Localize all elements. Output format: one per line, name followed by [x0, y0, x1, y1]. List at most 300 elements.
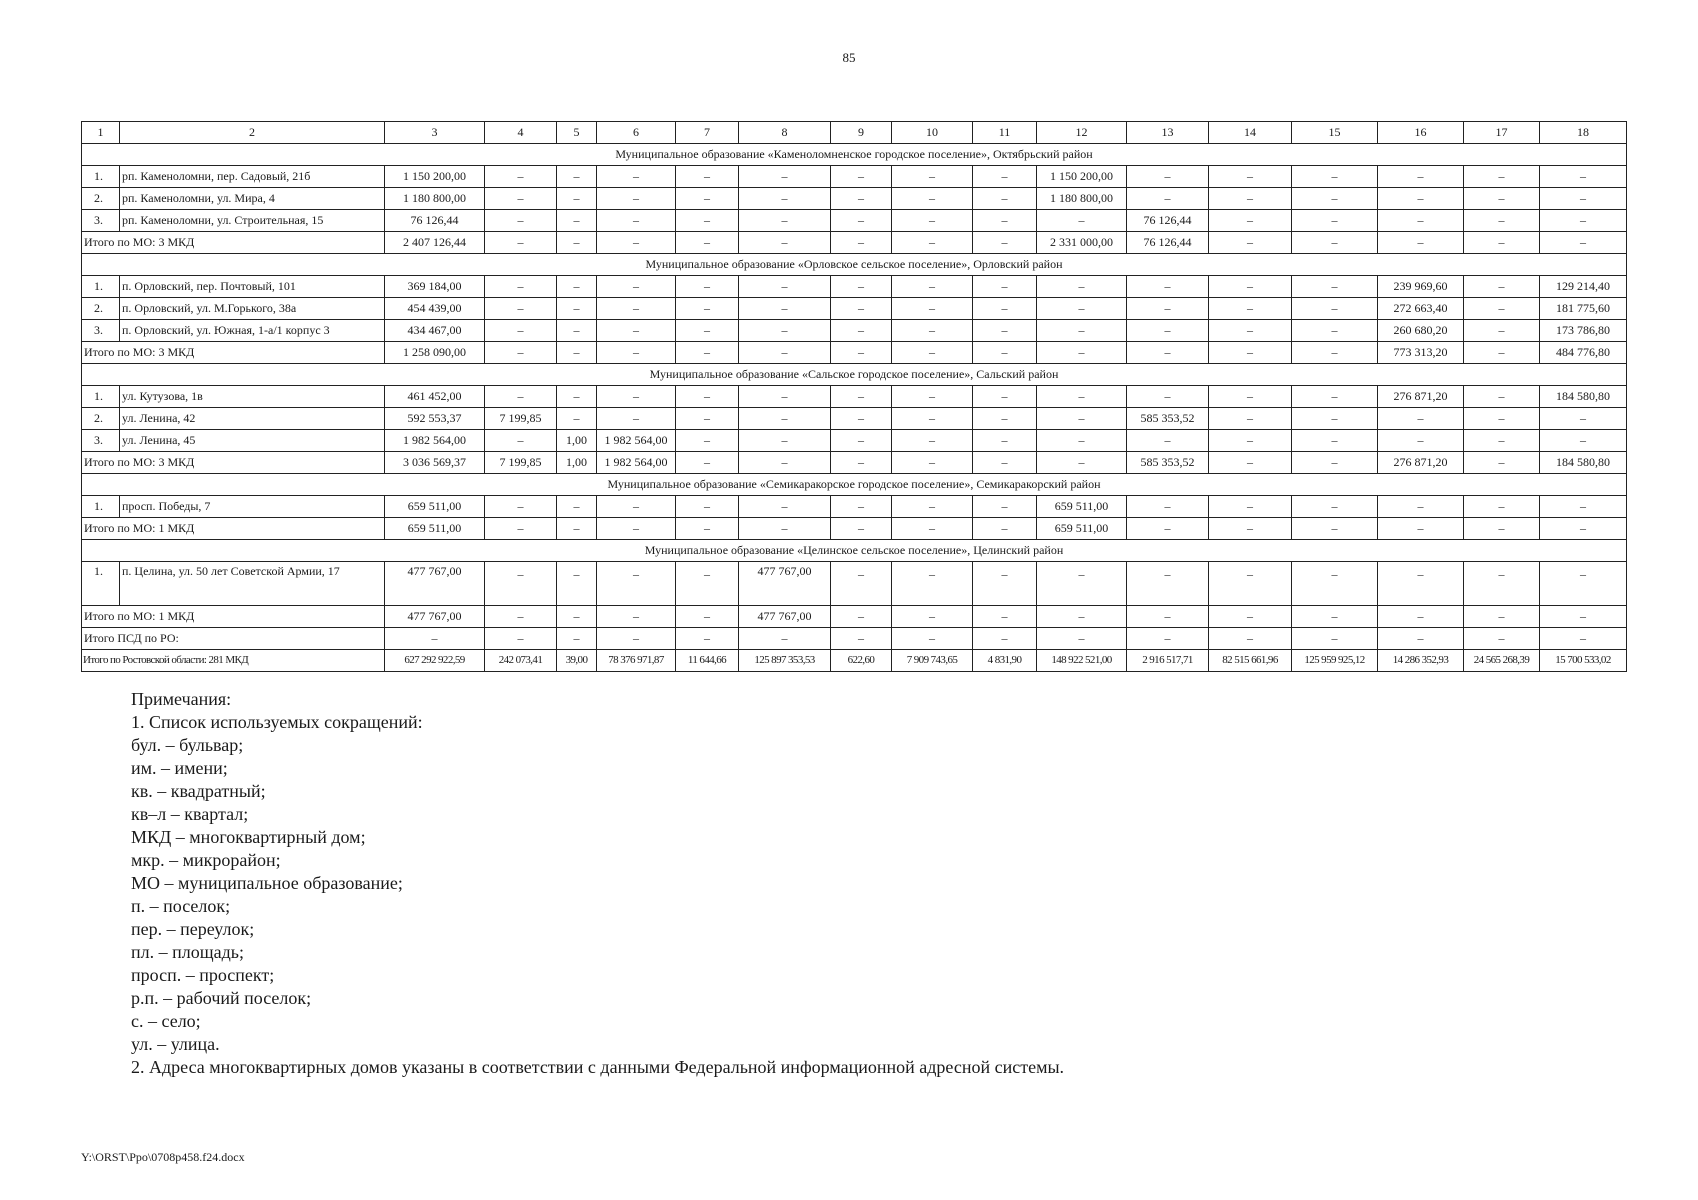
value-cell: –	[597, 386, 676, 408]
value-cell: –	[973, 386, 1037, 408]
row-number: 3.	[82, 320, 120, 342]
value-cell: –	[831, 430, 892, 452]
value-cell: –	[892, 166, 973, 188]
total-value-cell: –	[892, 342, 973, 364]
total-value-cell: –	[1378, 628, 1464, 650]
value-cell: –	[1209, 386, 1292, 408]
value-cell: 1 982 564,00	[385, 430, 485, 452]
note-line: бул. – бульвар;	[131, 735, 244, 755]
value-cell: –	[1464, 188, 1540, 210]
total-value-cell: –	[1127, 342, 1209, 364]
value-cell: –	[676, 210, 739, 232]
section-title: Муниципальное образование «Орловское сельское поселение», Орловский район	[82, 254, 1627, 276]
row-number: 3.	[82, 210, 120, 232]
value-cell: –	[1540, 408, 1627, 430]
value-cell: 477 767,00	[385, 562, 485, 606]
total-value-cell: –	[1464, 628, 1540, 650]
section-title: Муниципальное образование «Каменоломненское городское поселение», Октябрьский район	[82, 144, 1627, 166]
column-number-cell: 5	[557, 122, 597, 144]
value-cell: –	[597, 188, 676, 210]
total-value-cell: –	[557, 518, 597, 540]
value-cell: 1 150 200,00	[1037, 166, 1127, 188]
total-value-cell: –	[1037, 606, 1127, 628]
value-cell: –	[1127, 166, 1209, 188]
value-cell: 434 467,00	[385, 320, 485, 342]
value-cell: –	[485, 210, 557, 232]
value-cell: –	[1292, 496, 1378, 518]
column-number-cell: 17	[1464, 122, 1540, 144]
column-number-cell: 12	[1037, 122, 1127, 144]
table-row	[82, 188, 1627, 210]
column-number-cell: 13	[1127, 122, 1209, 144]
note-line: пер. – переулок;	[131, 919, 255, 939]
total-value-cell: –	[1540, 518, 1627, 540]
section-total-row	[82, 518, 1627, 540]
address-cell: п. Орловский, пер. Почтовый, 101	[120, 276, 385, 298]
value-cell: –	[892, 210, 973, 232]
value-cell: –	[1540, 210, 1627, 232]
total-value-cell: –	[739, 452, 831, 474]
value-cell: –	[1540, 166, 1627, 188]
value-cell: –	[597, 320, 676, 342]
total-value-cell: –	[1378, 232, 1464, 254]
total-value-cell: 82 515 661,96	[1209, 650, 1292, 672]
value-cell: –	[831, 562, 892, 606]
total-value-cell: –	[1464, 606, 1540, 628]
address-cell: п. Орловский, ул. М.Горького, 38а	[120, 298, 385, 320]
column-number-cell: 2	[120, 122, 385, 144]
value-cell: –	[597, 166, 676, 188]
total-value-cell: –	[676, 232, 739, 254]
total-value-cell: –	[973, 606, 1037, 628]
total-value-cell: 4 831,90	[973, 650, 1037, 672]
value-cell: –	[1209, 562, 1292, 606]
value-cell: 76 126,44	[1127, 210, 1209, 232]
row-number: 1.	[82, 276, 120, 298]
total-label: Итого по МО: 3 МКД	[82, 342, 385, 364]
value-cell: –	[676, 320, 739, 342]
total-value-cell: 659 511,00	[385, 518, 485, 540]
total-label: Итого по МО: 1 МКД	[82, 518, 385, 540]
total-label: Итого по МО: 3 МКД	[82, 452, 385, 474]
table-row	[82, 210, 1627, 232]
value-cell: –	[1037, 210, 1127, 232]
value-cell: –	[739, 298, 831, 320]
value-cell: –	[557, 276, 597, 298]
total-value-cell: –	[1209, 452, 1292, 474]
value-cell: 461 452,00	[385, 386, 485, 408]
value-cell: –	[973, 496, 1037, 518]
total-value-cell: –	[739, 232, 831, 254]
total-label: Итого ПСД по РО:	[82, 628, 385, 650]
total-value-cell: –	[597, 518, 676, 540]
total-value-cell: –	[831, 628, 892, 650]
value-cell: –	[1292, 408, 1378, 430]
housing-repair-table	[81, 121, 1627, 672]
total-value-cell: –	[1540, 232, 1627, 254]
total-value-cell: –	[973, 628, 1037, 650]
value-cell: –	[597, 298, 676, 320]
value-cell: 1,00	[557, 430, 597, 452]
total-value-cell: –	[597, 342, 676, 364]
total-value-cell: –	[1127, 606, 1209, 628]
section-title-row	[82, 144, 1627, 166]
value-cell: –	[1037, 430, 1127, 452]
value-cell: –	[1292, 298, 1378, 320]
total-value-cell: –	[485, 606, 557, 628]
value-cell: –	[1037, 386, 1127, 408]
value-cell: 181 775,60	[1540, 298, 1627, 320]
value-cell: –	[1464, 430, 1540, 452]
value-cell: –	[892, 408, 973, 430]
table-row	[82, 320, 1627, 342]
region-total-row	[82, 650, 1627, 672]
value-cell: –	[1037, 408, 1127, 430]
value-cell: –	[1464, 320, 1540, 342]
total-value-cell: –	[739, 628, 831, 650]
value-cell: –	[1037, 562, 1127, 606]
total-value-cell: –	[1037, 452, 1127, 474]
value-cell: –	[1378, 562, 1464, 606]
total-value-cell: –	[557, 628, 597, 650]
value-cell: –	[1127, 562, 1209, 606]
section-total-row	[82, 606, 1627, 628]
value-cell: 7 199,85	[485, 408, 557, 430]
value-cell: –	[973, 188, 1037, 210]
address-cell: п. Целина, ул. 50 лет Советской Армии, 17	[120, 562, 385, 606]
section-total-row	[82, 342, 1627, 364]
value-cell: –	[1209, 298, 1292, 320]
value-cell: –	[973, 166, 1037, 188]
total-value-cell: –	[1209, 342, 1292, 364]
total-value-cell: –	[485, 342, 557, 364]
total-value-cell: –	[557, 232, 597, 254]
value-cell: –	[676, 298, 739, 320]
psd-total-row	[82, 628, 1627, 650]
value-cell: –	[1209, 408, 1292, 430]
total-value-cell: –	[1209, 628, 1292, 650]
value-cell: –	[676, 386, 739, 408]
total-value-cell: 7 909 743,65	[892, 650, 973, 672]
value-cell: –	[557, 320, 597, 342]
total-value-cell: –	[1292, 452, 1378, 474]
total-value-cell: –	[973, 518, 1037, 540]
page-number: 85	[842, 50, 856, 65]
total-value-cell: –	[485, 518, 557, 540]
total-value-cell: –	[1464, 518, 1540, 540]
total-label: Итого по МО: 3 МКД	[82, 232, 385, 254]
value-cell: –	[739, 496, 831, 518]
total-value-cell: –	[831, 606, 892, 628]
total-value-cell: –	[676, 452, 739, 474]
total-value-cell: –	[557, 606, 597, 628]
value-cell: –	[676, 562, 739, 606]
value-cell: 239 969,60	[1378, 276, 1464, 298]
total-value-cell: 125 897 353,53	[739, 650, 831, 672]
value-cell: –	[676, 276, 739, 298]
value-cell: 272 663,40	[1378, 298, 1464, 320]
column-number-cell: 10	[892, 122, 973, 144]
row-number: 1.	[82, 562, 120, 606]
total-value-cell: –	[1037, 342, 1127, 364]
value-cell: –	[1292, 430, 1378, 452]
note-line: п. – поселок;	[131, 896, 231, 916]
value-cell: 477 767,00	[739, 562, 831, 606]
value-cell: –	[831, 298, 892, 320]
total-value-cell: 773 313,20	[1378, 342, 1464, 364]
total-value-cell: –	[385, 628, 485, 650]
section-title: Муниципальное образование «Сальское городское поселение», Сальский район	[82, 364, 1627, 386]
total-value-cell: –	[485, 628, 557, 650]
total-value-cell: 2 331 000,00	[1037, 232, 1127, 254]
column-number-cell: 8	[739, 122, 831, 144]
value-cell: –	[1378, 166, 1464, 188]
note-line: с. – село;	[131, 1011, 201, 1031]
total-value-cell: 3 036 569,37	[385, 452, 485, 474]
value-cell: 1 180 800,00	[385, 188, 485, 210]
value-cell: –	[485, 276, 557, 298]
total-value-cell: –	[892, 232, 973, 254]
value-cell: –	[485, 188, 557, 210]
value-cell: 129 214,40	[1540, 276, 1627, 298]
total-value-cell: 78 376 971,87	[597, 650, 676, 672]
note-line: просп. – проспект;	[131, 965, 275, 985]
value-cell: –	[676, 166, 739, 188]
note-line: МКД – многоквартирный дом;	[131, 827, 366, 847]
value-cell: –	[1209, 430, 1292, 452]
value-cell: –	[1127, 276, 1209, 298]
value-cell: –	[485, 320, 557, 342]
column-number-cell: 3	[385, 122, 485, 144]
total-value-cell: –	[831, 342, 892, 364]
value-cell: –	[739, 320, 831, 342]
value-cell: –	[1127, 298, 1209, 320]
address-cell: рп. Каменоломни, ул. Мира, 4	[120, 188, 385, 210]
value-cell: –	[1540, 188, 1627, 210]
value-cell: –	[892, 496, 973, 518]
section-title-row	[82, 364, 1627, 386]
value-cell: –	[485, 298, 557, 320]
column-number-cell: 14	[1209, 122, 1292, 144]
value-cell: –	[557, 386, 597, 408]
total-value-cell: –	[676, 342, 739, 364]
address-cell: рп. Каменоломни, ул. Строительная, 15	[120, 210, 385, 232]
value-cell: –	[1378, 430, 1464, 452]
column-number-cell: 1	[82, 122, 120, 144]
total-value-cell: 477 767,00	[739, 606, 831, 628]
value-cell: –	[1464, 276, 1540, 298]
value-cell: –	[557, 496, 597, 518]
total-value-cell: –	[1209, 232, 1292, 254]
row-number: 2.	[82, 408, 120, 430]
column-number-row	[82, 122, 1627, 144]
total-value-cell: –	[1037, 628, 1127, 650]
value-cell: –	[1292, 562, 1378, 606]
value-cell: –	[892, 188, 973, 210]
value-cell: –	[1464, 562, 1540, 606]
total-value-cell: 15 700 533,02	[1540, 650, 1627, 672]
value-cell: 184 580,80	[1540, 386, 1627, 408]
value-cell: –	[892, 430, 973, 452]
total-value-cell: –	[1292, 628, 1378, 650]
section-total-row	[82, 452, 1627, 474]
total-value-cell: 622,60	[831, 650, 892, 672]
notes-heading: Примечания:	[131, 689, 232, 709]
value-cell: –	[557, 298, 597, 320]
total-value-cell: 1 982 564,00	[597, 452, 676, 474]
section-title-row	[82, 474, 1627, 496]
total-value-cell: 125 959 925,12	[1292, 650, 1378, 672]
value-cell: –	[557, 188, 597, 210]
value-cell: 454 439,00	[385, 298, 485, 320]
section-title-row	[82, 540, 1627, 562]
value-cell: –	[1127, 386, 1209, 408]
address-cell: просп. Победы, 7	[120, 496, 385, 518]
row-number: 1.	[82, 386, 120, 408]
total-value-cell: 39,00	[557, 650, 597, 672]
note-line: ул. – улица.	[131, 1034, 220, 1054]
note-line: пл. – площадь;	[131, 942, 244, 962]
value-cell: –	[676, 408, 739, 430]
total-value-cell: –	[739, 518, 831, 540]
section-title-row	[82, 254, 1627, 276]
value-cell: –	[485, 386, 557, 408]
value-cell: –	[676, 430, 739, 452]
table-row	[82, 276, 1627, 298]
value-cell: –	[973, 210, 1037, 232]
value-cell: –	[831, 408, 892, 430]
value-cell: –	[1209, 496, 1292, 518]
total-value-cell: 484 776,80	[1540, 342, 1627, 364]
value-cell: –	[1464, 298, 1540, 320]
total-value-cell: –	[1209, 518, 1292, 540]
table-row	[82, 496, 1627, 518]
total-label: Итого по Ростовской области: 281 МКД	[82, 650, 385, 672]
value-cell: –	[1540, 430, 1627, 452]
value-cell: –	[557, 210, 597, 232]
total-value-cell: 7 199,85	[485, 452, 557, 474]
total-value-cell: –	[676, 628, 739, 650]
value-cell: 659 511,00	[385, 496, 485, 518]
value-cell: 585 353,52	[1127, 408, 1209, 430]
value-cell: –	[831, 386, 892, 408]
column-number-cell: 4	[485, 122, 557, 144]
value-cell: –	[1292, 210, 1378, 232]
value-cell: –	[1378, 408, 1464, 430]
address-cell: п. Орловский, ул. Южная, 1-а/1 корпус 3	[120, 320, 385, 342]
total-value-cell: –	[1292, 232, 1378, 254]
value-cell: –	[892, 298, 973, 320]
total-value-cell: –	[892, 628, 973, 650]
row-number: 3.	[82, 430, 120, 452]
total-value-cell: –	[1540, 628, 1627, 650]
value-cell: 1 150 200,00	[385, 166, 485, 188]
value-cell: –	[739, 210, 831, 232]
value-cell: –	[1464, 210, 1540, 232]
total-value-cell: –	[739, 342, 831, 364]
total-value-cell: –	[597, 606, 676, 628]
value-cell: –	[1209, 210, 1292, 232]
total-value-cell: 11 644,66	[676, 650, 739, 672]
value-cell: –	[1292, 386, 1378, 408]
value-cell: –	[831, 496, 892, 518]
value-cell: –	[973, 408, 1037, 430]
value-cell: –	[1292, 166, 1378, 188]
value-cell: –	[892, 386, 973, 408]
value-cell: 260 680,20	[1378, 320, 1464, 342]
column-number-cell: 7	[676, 122, 739, 144]
value-cell: –	[973, 562, 1037, 606]
value-cell: 1 180 800,00	[1037, 188, 1127, 210]
total-value-cell: –	[1378, 606, 1464, 628]
table-row	[82, 386, 1627, 408]
note-line: кв–л – квартал;	[131, 804, 249, 824]
value-cell: –	[1464, 408, 1540, 430]
address-cell: ул. Ленина, 45	[120, 430, 385, 452]
note-line: мкр. – микрорайон;	[131, 850, 281, 870]
total-value-cell: –	[597, 232, 676, 254]
row-number: 2.	[82, 188, 120, 210]
row-number: 1.	[82, 166, 120, 188]
column-number-cell: 11	[973, 122, 1037, 144]
value-cell: –	[1037, 276, 1127, 298]
value-cell: –	[1127, 188, 1209, 210]
column-number-cell: 16	[1378, 122, 1464, 144]
value-cell: –	[739, 166, 831, 188]
total-value-cell: –	[1209, 606, 1292, 628]
value-cell: –	[739, 408, 831, 430]
column-number-cell: 15	[1292, 122, 1378, 144]
total-value-cell: 24 565 268,39	[1464, 650, 1540, 672]
value-cell: –	[1378, 210, 1464, 232]
value-cell: –	[597, 276, 676, 298]
table-row	[82, 166, 1627, 188]
value-cell: –	[739, 430, 831, 452]
total-value-cell: –	[1127, 518, 1209, 540]
value-cell: 369 184,00	[385, 276, 485, 298]
value-cell: –	[597, 408, 676, 430]
total-value-cell: –	[892, 606, 973, 628]
total-value-cell: –	[892, 452, 973, 474]
total-value-cell: –	[676, 606, 739, 628]
value-cell: –	[1292, 276, 1378, 298]
address-cell: ул. Кутузова, 1в	[120, 386, 385, 408]
value-cell: –	[1292, 320, 1378, 342]
table-row	[82, 430, 1627, 452]
total-value-cell: –	[1292, 518, 1378, 540]
value-cell: –	[485, 430, 557, 452]
row-number: 2.	[82, 298, 120, 320]
value-cell: –	[1378, 496, 1464, 518]
total-value-cell: –	[1292, 342, 1378, 364]
section-title: Муниципальное образование «Целинское сельское поселение», Целинский район	[82, 540, 1627, 562]
value-cell: –	[892, 562, 973, 606]
value-cell: –	[485, 562, 557, 606]
note-line: р.п. – рабочий поселок;	[131, 988, 312, 1008]
total-value-cell: 585 353,52	[1127, 452, 1209, 474]
value-cell: –	[676, 496, 739, 518]
total-value-cell: 148 922 521,00	[1037, 650, 1127, 672]
total-value-cell: –	[1292, 606, 1378, 628]
value-cell: –	[1127, 430, 1209, 452]
value-cell: 659 511,00	[1037, 496, 1127, 518]
total-value-cell: –	[973, 452, 1037, 474]
total-label: Итого по МО: 1 МКД	[82, 606, 385, 628]
value-cell: –	[973, 430, 1037, 452]
total-value-cell: 242 073,41	[485, 650, 557, 672]
total-value-cell: –	[1540, 606, 1627, 628]
value-cell: –	[1464, 386, 1540, 408]
